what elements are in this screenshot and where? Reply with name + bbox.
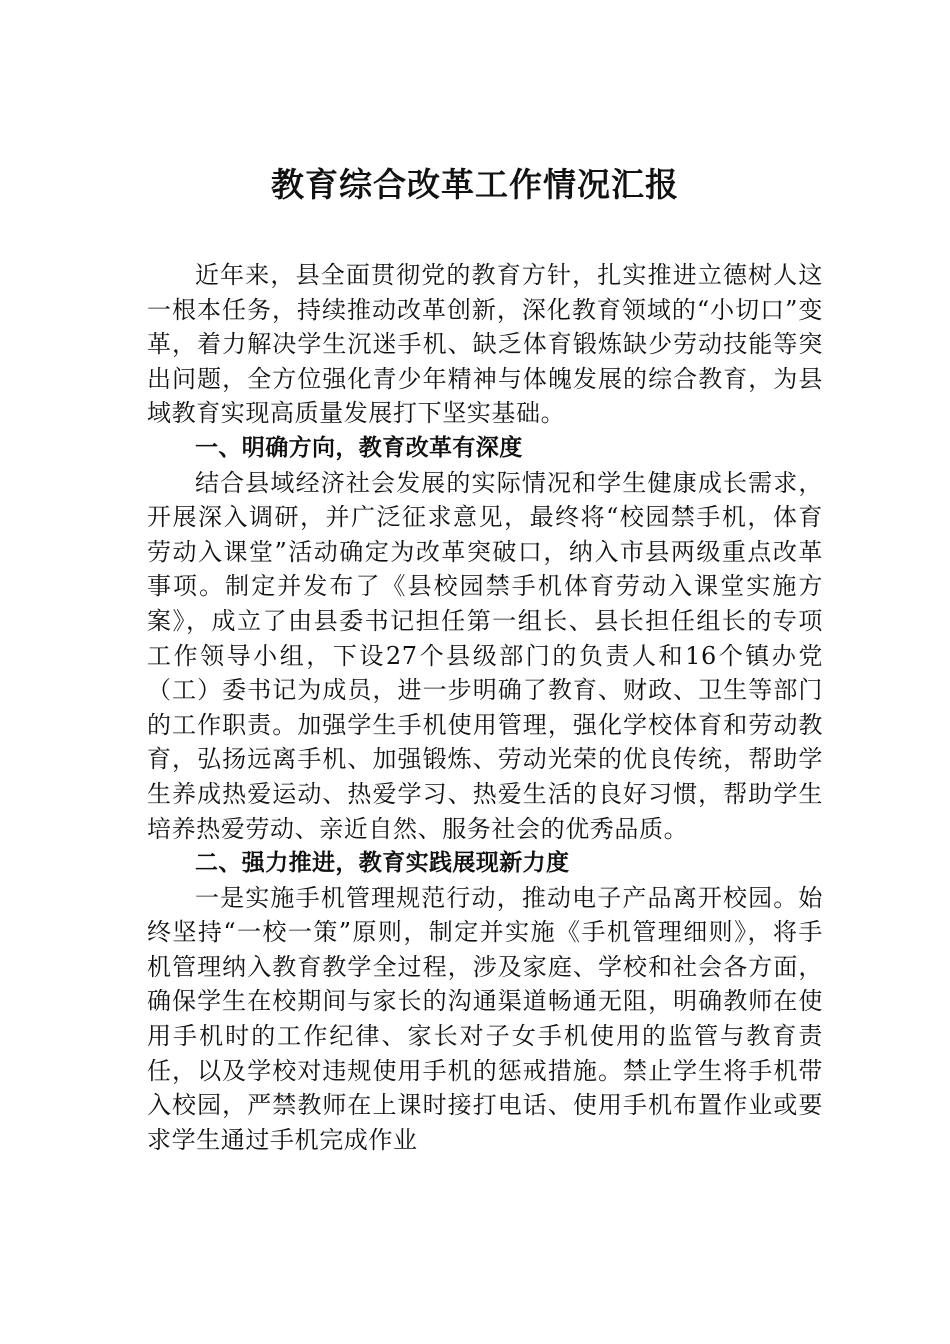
section-paragraph-2: 一是实施手机管理规范行动，推动电子产品离开校园。始终坚持“一校一策”原则，制定并实施《手机管理细则》，将手机管理纳入教育教学全过程，涉及家庭、学校和社会各方面，确保学生在校期间与家长的沟通渠道畅通无阻，明确教师在使用手机时的工作纪律、家长对子女手机使用的监管与教育责任，以及学校对违规使用手机的惩戒措施。禁止学生将手机带入校园，严禁教师在上课时接打电话、使用手机布置作业或要求学生通过手机完成作业 xyxy=(147,883,823,1154)
document-title: 教育综合改革工作情况汇报 xyxy=(271,165,679,204)
section-heading-2: 二、强力推进，教育实践展现新力度 xyxy=(195,850,570,877)
section-heading-1: 一、明确方向，教育改革有深度 xyxy=(195,434,523,461)
section-paragraph-1: 结合县域经济社会发展的实际情况和学生健康成长需求，开展深入调研，并广泛征求意见，最终将“校园禁手机，体育劳动入课堂”活动确定为改革突破口，纳入市县两级重点改革事项。制定并发布了《县校园禁手机体育劳动入课堂实施方案》，成立了由县委书记担任第一组长、县长担任组长的专项工作领导小组，下设27个县级部门的负责人和16个镇办党（工）委书记为成员，进一步明确了教育、财政、卫生等部门的工作职责。加强学生手机使用管理，强化学校体育和劳动教育，弘扬远离手机、加强锻炼、劳动光荣的优良传统，帮助学生养成热爱运动、热爱学习、热爱生活的良好习惯，帮助学生培养热爱劳动、亲近自然、服务社会的优秀品质。 xyxy=(147,468,823,843)
intro-paragraph: 近年来，县全面贯彻党的教育方针，扎实推进立德树人这一根本任务，持续推动改革创新，深化教育领域的“小切口”变革，着力解决学生沉迷手机、缺乏体育锻炼缺少劳动技能等突出问题，全方位强化青少年精神与体魄发展的综合教育，为县域教育实现高质量发展打下坚实基础。 xyxy=(147,261,823,428)
document-body xyxy=(147,258,823,1157)
